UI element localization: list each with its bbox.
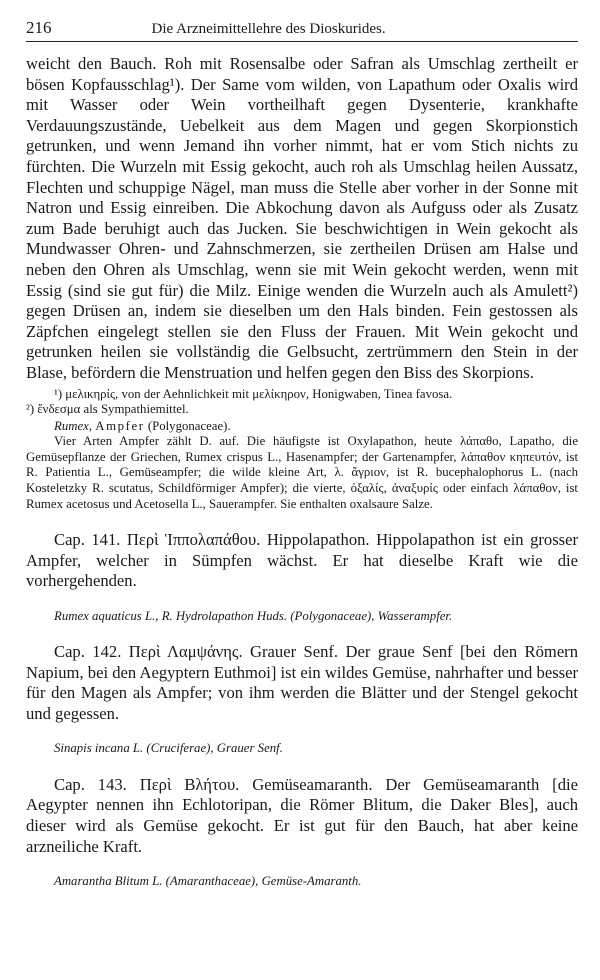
chapter-141-name: Hippolapathon. (266, 530, 370, 550)
rumex-genus: Rumex, (54, 418, 93, 433)
rumex-note (26, 419, 578, 513)
chapter-143-name: Gemüseamaranth. (252, 774, 373, 794)
page-header (26, 18, 578, 42)
body-text: weicht den Bauch. Roh mit Rosensalbe oder Safran als Umschlag zertheilt er bösen Kopfausschlag¹). Der Same vom wilden, von Lapathum oder Oxalis wird mit Wasser oder Wein vortheilhaft gegen Dysenterie, krankhafte Verdauungszustände, Uebelkeit aus dem Magen und gegen Skorpionstich getrunken, und wenn Jemand ihn vorher nimmt, hat er vom Stich nichts zu fürchten. Die Wurzeln mit Essig gekocht, auch roh als Umschlag heilen Aussatz, Flechten und schuppige Nägel, man muss die Stelle aber vorher in der Sonne mit Natron und Essig einreiben. Die Abkochung davon als Aufguss oder als Zusatz zum Bade beruhigt auch das Jucken. Sie beschwichtigen in Wein gekocht als Mundwasser Ohren- und Zahnschmerzen, sie zertheilen Drüsen am Halse und neben den Ohren als Umschlag, wenn sie mit Wein gekocht werden, wenn mit Essig (sind sie gut für) die Milz. Einige wenden die Wurzeln auch als Amulett²) gegen Drüsen an, indem sie dieselben um den Hals binden. Fein gestossen als Zäpfchen eingelegt stellen sie den Fluss der Frauen. Mit Wein gekocht und getrunken heilen sie vollständig die Gelbsucht, zertrümmern den Stein in der Blase, befördern die Menstruation und helfen gegen den Biss des Skorpions. (26, 54, 578, 382)
chapter-143-greek: Περὶ Βλήτου. (139, 774, 240, 794)
page-number: 216 (26, 18, 52, 37)
chapter-142-text (26, 642, 578, 724)
chapter-141-note: Rumex aquaticus L., R. Hydrolapathon Huds. (Polygonaceae), Wasserampfer. (54, 608, 453, 623)
chapter-142 (26, 642, 578, 757)
chapter-141-number: Cap. 141. (54, 530, 121, 550)
chapter-143-body: Der Gemüseamaranth [die Aegypter nennen ihn Echlotoripan, die Römer Blitum, die Daker Bles], auch dieser wird als Gemüse gekocht. Er ist gut für den Bauch, hat aber keine arzneiliche Kraft. (26, 774, 578, 856)
chapter-142-body: Der graue Senf [bei den Römern Napium, bei den Aegyptern Euthmoi] ist ein wildes Gemüse, nahrhafter und besser für den Magen als Ampfer; von ihm werden die Blätter und der Stengel gekocht und gegessen. (26, 642, 579, 723)
chapter-143 (26, 775, 578, 890)
chapter-143-number: Cap. 143. (54, 774, 127, 794)
main-paragraph (26, 54, 578, 384)
chapter-141-text (26, 530, 578, 592)
page (26, 18, 578, 889)
rumex-family: (Polygonaceae). (147, 418, 231, 433)
chapter-142-greek: Περὶ Λαμψάνης. (128, 642, 243, 662)
footnote-1: ¹) μελικηρίς, von der Aehnlichkeit mit μελίκηρον, Honigwaben, Tinea favosa. (54, 386, 453, 401)
rumex-paragraph: Vier Arten Ampfer zählt D. auf. Die häufigste ist Oxylapathon, heute λάπαθο, Lapatho, die Gemüsepflanze der Griechen, Rumex crispus L., Hasenampfer; der Gartenampfer, λάπαθον κηπευτόν, ist R. Patientia L., Gemüseampfer; die wilde kleine Art, λ. ἄγριον, ist R. bucephalophorus L. (nach Kosteletzky R. scutatus, Schildförmiger Ampfer); die vierte, ὀξαλίς, ἀναξυρίς oder einfach λάπαθον, ist Rumex acetosus und Acetosella L., Sauerampfer. Sie enthalten oxalsaure Salze. (26, 434, 578, 511)
chapter-142-name: Grauer Senf. (250, 642, 339, 662)
footnote-2: ²) ἔνδεσμα als Sympathiemittel. (26, 402, 189, 417)
chapter-141-greek: Περὶ Ἱππολαπάθου. (126, 530, 261, 550)
chapter-142-note: Sinapis incana L. (Cruciferae), Grauer Senf. (54, 741, 283, 756)
rumex-heading (26, 419, 578, 435)
chapter-142-number: Cap. 142. (54, 642, 122, 662)
running-title: Die Arzneimittellehre des Dioskurides. (151, 21, 386, 37)
rumex-common-name: Ampfer (95, 418, 145, 433)
footnotes (26, 387, 578, 418)
chapter-141 (26, 530, 578, 624)
chapter-143-note: Amarantha Blitum L. (Amaranthaceae), Gemüse-Amaranth. (54, 873, 362, 888)
chapter-141-body: Hippolapathon ist ein grosser Ampfer, welcher in Sümpfen wächst. Er hat dieselbe Kraft wie die vorhergehenden. (26, 530, 578, 591)
chapter-143-text (26, 775, 578, 857)
